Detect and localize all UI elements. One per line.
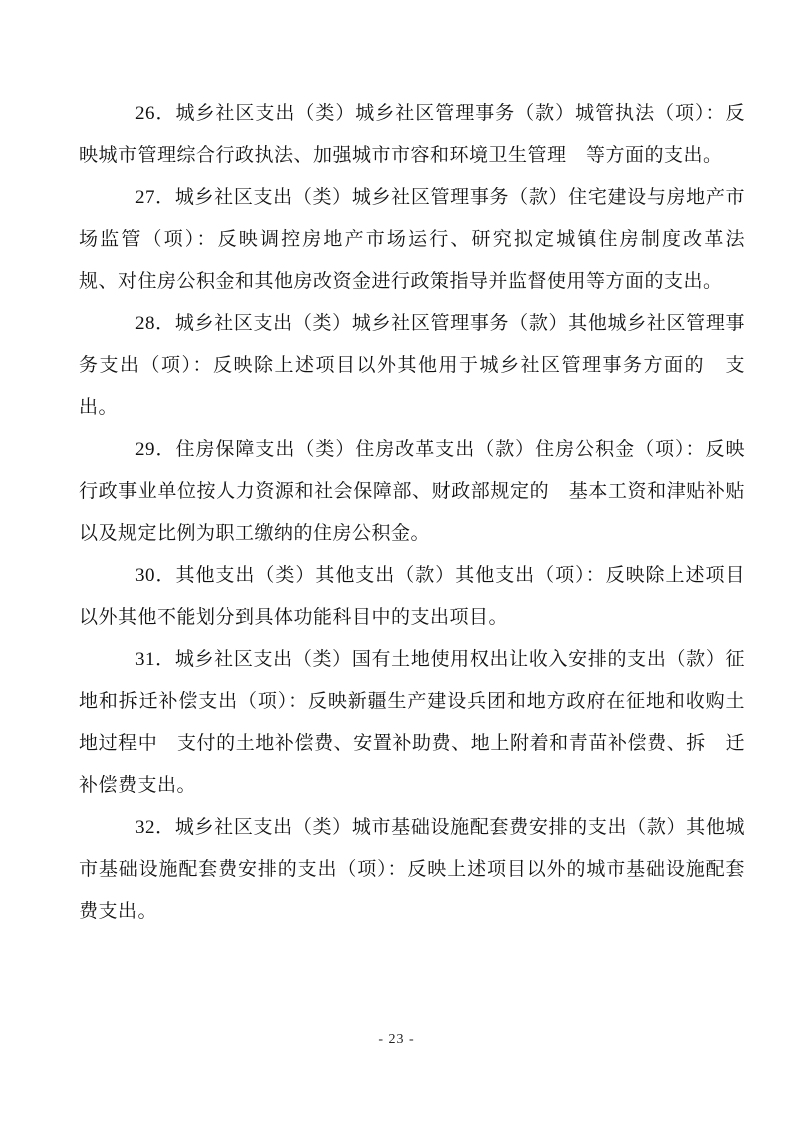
page-number: - 23 - — [378, 1032, 415, 1047]
paragraph-28: 28．城乡社区支出（类）城乡社区管理事务（款）其他城乡社区管理事务支出（项）：反映除上述项目以外其他用于城乡社区管理事务方面的 支出。 — [79, 313, 745, 418]
document-body — [79, 93, 765, 933]
paragraph-27: 27．城乡社区支出（类）城乡社区管理事务（款）住宅建设与房地产市场监管（项）：反映调控房地产市场运行、研究拟定城镇住房制度改革法 规、对住房公积金和其他房改资金进行政策指导并监督使用等方面的支出。 — [79, 187, 765, 292]
paragraph-26: 26．城乡社区支出（类）城乡社区管理事务（款）城管执法（项）：反映城市管理综合行政执法、加强城市市容和环境卫生管理 等方面的支出。 — [79, 103, 745, 166]
paragraph-30: 30．其他支出（类）其他支出（款）其他支出（项）：反映除上述项目以外其他不能划分到具体功能科目中的支出项目。 — [79, 565, 745, 628]
paragraph-32: 32．城乡社区支出（类）城市基础设施配套费安排的支出（款）其他城市基础设施配套费安排的支出（项）：反映上述项目以外的城市基础设施配套费支出。 — [79, 817, 745, 922]
paragraph-29: 29．住房保障支出（类）住房改革支出（款）住房公积金（项）：反映行政事业单位按人力资源和社会保障部、财政部规定的 基本工资和津贴补贴以及规定比例为职工缴纳的住房公积金。 — [79, 439, 745, 544]
paragraph-31: 31．城乡社区支出（类）国有土地使用权出让收入安排的支出（款）征地和拆迁补偿支出（项）：反映新疆生产建设兵团和地方政府在征地和收购土地过程中 支付的土地补偿费、安置补助费、地上附着和青苗补偿费、拆 迁补偿费支出。 — [79, 649, 745, 796]
page-footer — [0, 1032, 793, 1048]
